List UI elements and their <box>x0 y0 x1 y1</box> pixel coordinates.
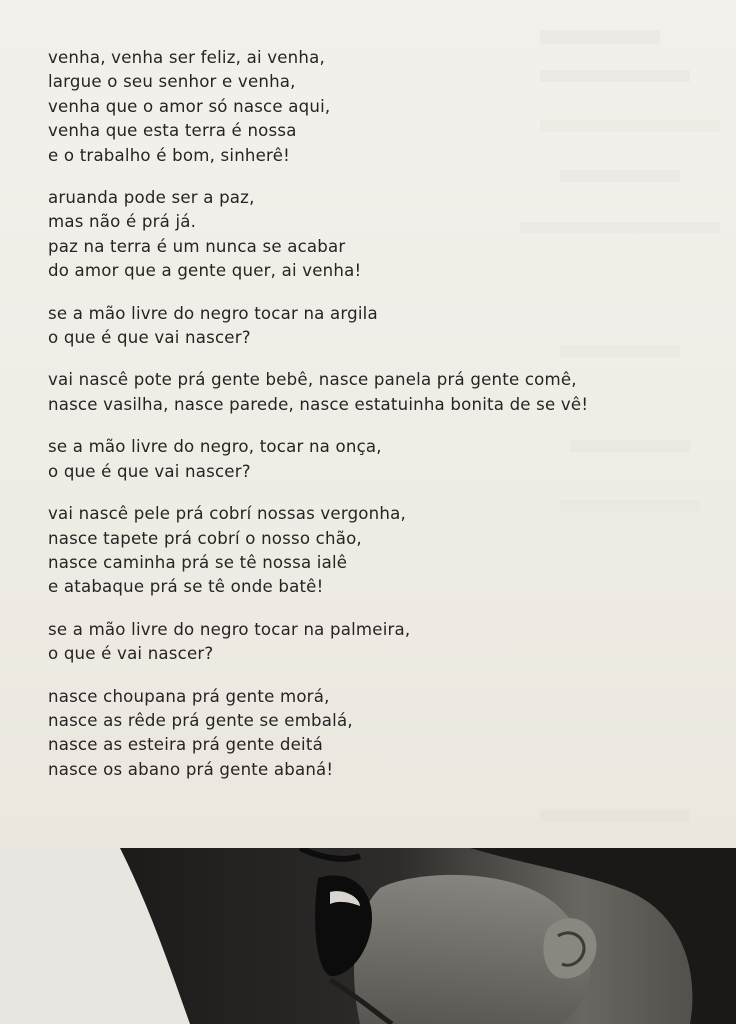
poem-line: e o trabalho é bom, sinherê! <box>48 145 290 165</box>
poem-line: nasce vasilha, nasce parede, nasce estatuinha bonita de se vê! <box>48 394 589 414</box>
poem-line: o que é que vai nascer? <box>48 328 251 348</box>
stanza-6 <box>48 502 688 600</box>
poem-line: venha que o amor só nasce aqui, <box>48 96 331 116</box>
singer-photo-illustration <box>0 848 736 1024</box>
poem-line: do amor que a gente quer, ai venha! <box>48 261 362 281</box>
poem-line: mas não é prá já. <box>48 212 197 232</box>
poem-line: nasce as esteira prá gente deitá <box>48 735 323 755</box>
poem-line: aruanda pode ser a paz, <box>48 188 255 208</box>
poem-line: venha que esta terra é nossa <box>48 121 297 141</box>
poem-line: nasce tapete prá cobrí o nosso chão, <box>48 528 362 548</box>
poem-line: o que é vai nascer? <box>48 644 214 664</box>
poem <box>48 46 688 800</box>
poem-line: se a mão livre do negro, tocar na onça, <box>48 437 382 457</box>
stanza-3 <box>48 302 688 351</box>
poem-line: venha, venha ser feliz, ai venha, <box>48 48 325 67</box>
poem-line: nasce choupana prá gente morá, <box>48 686 330 706</box>
poem-line: nasce as rêde prá gente se embalá, <box>48 710 353 730</box>
poem-line: nasce os abano prá gente abaná! <box>48 759 334 779</box>
stanza-8 <box>48 685 688 783</box>
poem-line: nasce caminha prá se tê nossa ialê <box>48 552 348 572</box>
poem-line: paz na terra é um nunca se acabar <box>48 236 346 256</box>
stanza-7 <box>48 618 688 667</box>
poem-line: se a mão livre do negro tocar na palmeira, <box>48 619 411 639</box>
stanza-5 <box>48 435 688 484</box>
poem-line: se a mão livre do negro tocar na argila <box>48 303 378 323</box>
poem-line: o que é que vai nascer? <box>48 461 251 481</box>
stanza-4 <box>48 368 688 417</box>
poem-line: largue o seu senhor e venha, <box>48 72 296 92</box>
poem-line: vai nascê pele prá cobrí nossas vergonha, <box>48 504 406 524</box>
poem-line: e atabaque prá se tê onde batê! <box>48 577 324 597</box>
stanza-1 <box>48 46 688 168</box>
singer-photo <box>0 848 736 1024</box>
poem-line: vai nascê pote prá gente bebê, nasce panela prá gente comê, <box>48 370 577 390</box>
stanza-2 <box>48 186 688 284</box>
